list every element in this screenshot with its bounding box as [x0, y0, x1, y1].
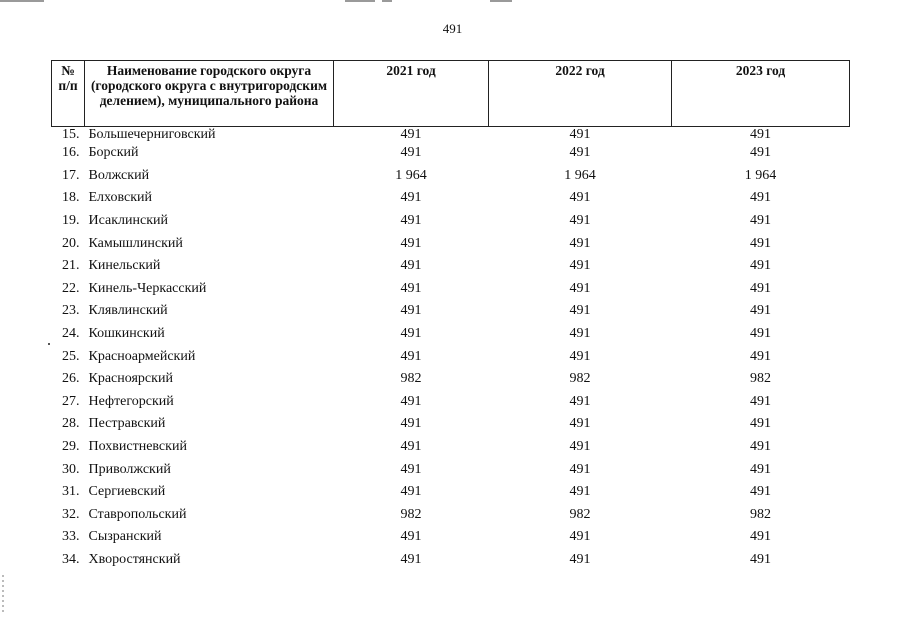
value-2021: 491: [400, 461, 422, 477]
district-name: Кинельский: [88, 258, 161, 274]
value-2022: 982: [569, 371, 591, 387]
header-year-2022: 2022 год: [489, 61, 672, 127]
table-row: [52, 436, 850, 459]
table-row: [52, 300, 850, 323]
value-2022: 491: [569, 416, 591, 432]
table-row: [52, 458, 850, 481]
row-number: 15.: [62, 127, 80, 142]
value-2022: 491: [569, 439, 591, 455]
value-2022: 491: [569, 326, 591, 342]
value-2021: 491: [400, 348, 422, 364]
row-number: 34.: [62, 551, 80, 567]
row-number: 17.: [62, 167, 80, 183]
district-name: Нефтегорский: [88, 393, 174, 409]
value-2023: 491: [750, 529, 771, 545]
value-2023: 491: [750, 326, 771, 342]
value-2023: 491: [750, 145, 771, 161]
value-2023: 491: [750, 258, 771, 274]
value-2022: 491: [569, 258, 591, 274]
table-header: [52, 61, 850, 127]
district-name: Волжский: [88, 167, 150, 183]
value-2022: 1 964: [564, 167, 596, 183]
district-name: Похвистневский: [88, 439, 187, 455]
top-rule-center-2: [382, 0, 392, 2]
header-year-2021: 2021 год: [334, 61, 489, 127]
value-2022: 491: [569, 303, 591, 319]
value-2022: 491: [569, 280, 591, 296]
value-2022: 491: [569, 393, 591, 409]
value-2021: 491: [400, 551, 422, 567]
value-2021: 491: [400, 484, 422, 500]
header-num: № п/п: [52, 61, 85, 127]
table-row: [52, 187, 850, 210]
value-2021: 491: [400, 213, 422, 229]
value-2021: 491: [400, 190, 422, 206]
table-row: [52, 481, 850, 504]
value-2022: 491: [569, 551, 591, 567]
district-name: Пестравский: [88, 416, 166, 432]
value-2023: 491: [750, 348, 771, 364]
value-2022: 491: [569, 190, 591, 206]
row-number: 23.: [62, 303, 80, 319]
district-name: Красноармейский: [88, 348, 196, 364]
value-2021: 491: [400, 439, 422, 455]
row-number: 20.: [62, 235, 80, 251]
row-number: 16.: [62, 145, 80, 161]
district-name: Сергиевский: [88, 484, 166, 500]
value-2023: 491: [750, 190, 771, 206]
value-2021: 982: [400, 506, 422, 522]
value-2023: 491: [750, 461, 771, 477]
top-rule-left: [0, 0, 44, 2]
row-number: 28.: [62, 416, 80, 432]
value-2021: 491: [400, 326, 422, 342]
row-number: 24.: [62, 326, 80, 342]
row-number: 29.: [62, 439, 80, 455]
header-year-2023: 2023 год: [672, 61, 850, 127]
value-2021: 982: [400, 371, 422, 387]
value-2023: 491: [750, 280, 771, 296]
value-2023: 491: [750, 235, 771, 251]
district-name: Камышлинский: [88, 235, 183, 251]
value-2023: 491: [750, 439, 771, 455]
table-row: [52, 255, 850, 278]
value-2022: 491: [569, 348, 591, 364]
table-row: [52, 323, 850, 346]
district-name: Кинель-Черкасский: [88, 280, 207, 296]
value-2023: 1 964: [744, 167, 777, 183]
value-2022: 491: [569, 529, 591, 545]
table-row: [52, 345, 850, 368]
row-number: 18.: [62, 190, 80, 206]
district-name: Исаклинский: [88, 213, 168, 229]
value-2021: 491: [400, 280, 422, 296]
value-2022: 491: [569, 484, 591, 500]
value-2023: 491: [750, 484, 771, 500]
row-number: 32.: [62, 506, 80, 522]
row-number: 19.: [62, 213, 80, 229]
district-name: Борский: [88, 145, 139, 161]
table-row: [52, 391, 850, 414]
scan-artifact-dot: [48, 343, 50, 345]
table-row: [52, 278, 850, 301]
table-row: [52, 526, 850, 549]
value-2022: 491: [569, 461, 591, 477]
district-name: Красноярский: [88, 371, 173, 387]
value-2021: 491: [400, 416, 422, 432]
value-2021: 491: [400, 145, 422, 161]
value-2021: 491: [400, 303, 422, 319]
table-row: [52, 127, 850, 143]
value-2023: 491: [750, 551, 771, 567]
table-row: [52, 165, 850, 188]
value-2023: 491: [750, 393, 771, 409]
top-rule-center: [345, 0, 375, 2]
district-name: Елховский: [88, 190, 153, 206]
district-name: Кошкинский: [88, 326, 165, 342]
value-2022: 491: [569, 235, 591, 251]
header-row: [52, 61, 850, 127]
value-2021: 491: [400, 258, 422, 274]
table-row: [52, 368, 850, 391]
value-2023: 491: [750, 303, 771, 319]
row-number: 22.: [62, 280, 80, 296]
table-row: [52, 504, 850, 527]
value-2021: 491: [400, 235, 422, 251]
district-name: Клявлинский: [88, 303, 168, 319]
district-name: Сызранский: [88, 529, 162, 545]
row-number: 26.: [62, 371, 80, 387]
row-number: 25.: [62, 348, 80, 364]
table-body: [52, 127, 850, 572]
value-2022: 491: [569, 145, 591, 161]
value-2022: 491: [569, 213, 591, 229]
district-name: Большечерниговский: [88, 127, 216, 142]
row-number: 21.: [62, 258, 80, 274]
district-name: Хворостянский: [88, 551, 181, 567]
row-number: 30.: [62, 461, 80, 477]
table-row: [52, 232, 850, 255]
page-number: 491: [442, 21, 463, 36]
value-2023: 982: [750, 371, 771, 387]
value-2023: 491: [750, 127, 771, 142]
table-row: [52, 549, 850, 572]
row-number: 33.: [62, 529, 80, 545]
table-row: [52, 142, 850, 165]
district-name: Приволжский: [88, 461, 171, 477]
value-2021: 1 964: [395, 167, 427, 183]
district-name: Ставропольский: [88, 506, 187, 522]
row-number: 27.: [62, 393, 80, 409]
table-row: [52, 210, 850, 233]
value-2023: 491: [750, 213, 771, 229]
value-2023: 491: [750, 416, 771, 432]
value-2022: 491: [569, 127, 591, 142]
top-rule-right: [490, 0, 512, 2]
value-2021: 491: [400, 127, 422, 142]
header-name: Наименование городского округа (городского округа с внутригородским делением), муниципального района: [85, 61, 334, 127]
table-row: [52, 413, 850, 436]
value-2021: 491: [400, 529, 422, 545]
value-2021: 491: [400, 393, 422, 409]
value-2022: 982: [569, 506, 591, 522]
value-2023: 982: [750, 506, 771, 522]
scan-artifact-mark: [2, 575, 4, 615]
allocation-table: [51, 60, 850, 571]
row-number: 31.: [62, 484, 80, 500]
